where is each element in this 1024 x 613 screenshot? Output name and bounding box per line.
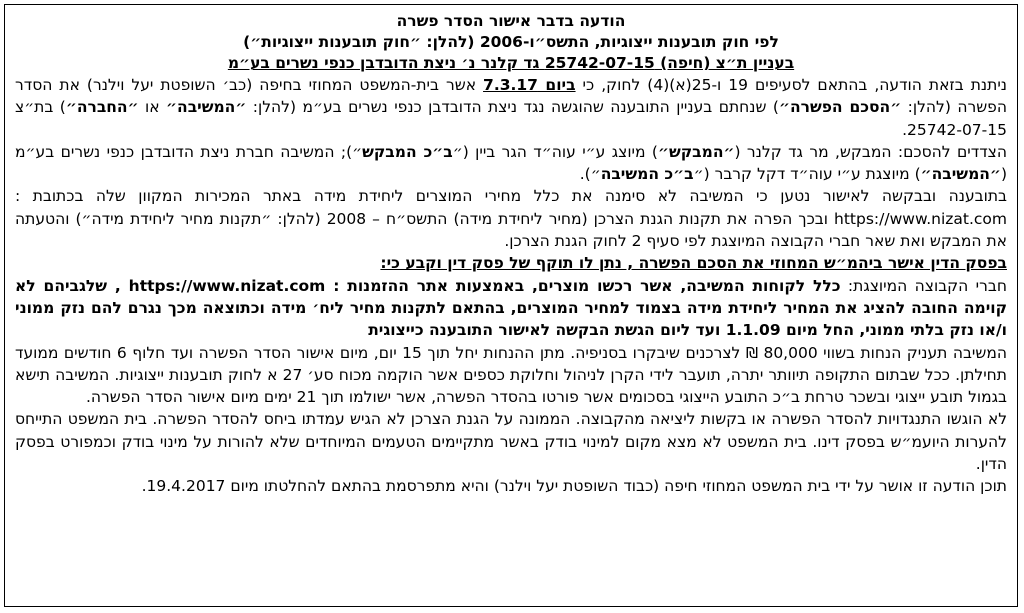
judgment-paragraph: בפסק הדין אישר ביהמ״ש המחוזי את הסכם הפשרה , נתן לו תוקף של פסק דין וקבע כי: חברי הקבוצה המיוצגת: כלל לקוחות המשיבה, אשר רכשו מוצרים, באמצעות אתר ההזמנות : https://www.nizat.com , שלגביהם לא קוימה החובה להציג את המחיר ליחידת מידה בצמוד למחיר המוצרים, בהתאם לתקנות מחיר ליח׳ מידה וכתוצאה מכך נגרם להם נזק ממוני ו/או נזק בלתי ממוני, החל מיום 1.1.09 ועד ליום הגשת הבקשה לאישור התובענה כייצוגית [15,254,1007,340]
agreement-term: ״הסכם הפשרה״ [778,98,902,117]
objections-paragraph: לא הוגשו התנגדויות להסדר הפשרה או בקשות ליציאה מהקבוצה. הממונה על הגנת הצרכן לא הגיש עמדתו ביחס להסדר הפשרה. בית המשפט התייחס להערות היועמ״ש בפסק דינו. בית המשפט לא מצא מקום למינוי בודק באשר מתקיימים הטעמים המיוחדים שלא להורות על מינוי בודק וכמפורט בפסק הדין. [15,410,1007,474]
applicant-term: ״המבקש״ [657,142,735,161]
approval-paragraph: ניתנת בזאת הודעה, בהתאם לסעיפים 19 ו-25(א)(4) לחוק, כי ביום 7.3.17 אשר בית-המשפט המחוזי בחיפה (כב׳ השופטת יעל וילנר) את הסדר הפשרה (להלן: ״הסכם הפשרה״) שנחתם בעניין התובענה שהוגשה נגד ניצת הדובדבן כנפי נשרים בע״מ (להלן: ״המשיבה״ או ״החברה״) בת״צ 25742-07-15. [15,76,1007,139]
company-term: ״החברה״ [65,98,139,117]
notice-title: הודעה בדבר אישור הסדר פשרה [396,12,626,30]
website-link[interactable]: https://www.nizat.com [834,209,1007,228]
notice-body [15,74,1007,498]
approval-note-paragraph: תוכן הודעה זו אושר על ידי בית המשפט המחוזי חיפה (כבוד השופטת יעל וילנר) והיא מתפרסמת בהתאם להחלטתו מיום 19.4.2017. [141,477,1007,496]
claim-paragraph: בתובענה ובבקשה לאישור נטען כי המשיבה לא סימנה את כלל מחירי המוצרים ליחידת מידה באתר המכירות המקוון שלה בכתובת : https://www.nizat.com ובכך הפרה את תקנות הגנת הצרכן (מחיר ליחידת מידה) התשס״ח – 2008 (להלן: ״תקנות מחיר ליחידת מידה״) והטעתה את המבקש ואת שאר חברי הקבוצה המיוצגת לפי סעיף 2 לחוק הגנת הצרכן. [15,187,1007,251]
law-reference: לפי חוק תובענות ייצוגיות, התשס״ו-2006 (להלן: ״חוק תובענות ייצוגיות״) [243,33,779,51]
discount-paragraph: המשיבה תעניק הנחות בשווי 80,000 ₪ לצרכנים שיבקרו בסניפיה. מתן ההנחות יחל תוך 15 יום, מיום אישור הסדר הפשרה ועד חלוף 6 חודשים ממועד תחילתן. ככל שבתום התקופה תיוותר יתרה, תועבר לידי הקרן לניהול וחלוקת כספים אשר הוקמה מכוח סע׳ 27 א לחוק תובענות ייצוגיות. המשיבה תישא בגמול תובע ייצוגי ובשכר טרחת ב״כ התובע הייצוגי בסכומים אשר פורטו בהסדר הפשרה, אשר ישולמו תוך 21 ימים מיום אישור הסדר הפשרה. [15,343,1008,407]
respondent-term: ״המשיבה״ [166,98,247,117]
approval-date: ביום 7.3.17 [483,76,576,94]
judgment-heading: בפסק הדין אישר ביהמ״ש המחוזי את הסכם הפשרה , נתן לו תוקף של פסק דין וקבע כי: [380,254,1007,273]
applicant-counsel-term: ב״כ המבקש [362,142,453,161]
case-reference: בעניין ת״צ (חיפה) 25742-07-15 גד קלנר נ׳ ניצת הדובדבן כנפי נשרים בע״מ [227,54,795,72]
parties-paragraph: הצדדים להסכם: המבקש, מר גד קלנר (״המבקש״) מיוצג ע״י עוה״ד הגר ביין (״ב״כ המבקש״); המשיבה חברת ניצת הדובדבן כנפי נשרים בע״מ (״המשיבה״) מיוצגת ע״י עוה״ד דקל קרבר (״ב״כ המשיבה״). [15,142,1007,184]
website-link-bold[interactable]: https://www.nizat.com [128,276,326,295]
respondent-counsel-term: ב״כ המשיבה [600,165,694,184]
court-notice [4,4,1018,607]
respondent-term-2: ״המשיבה״ [920,165,1001,184]
